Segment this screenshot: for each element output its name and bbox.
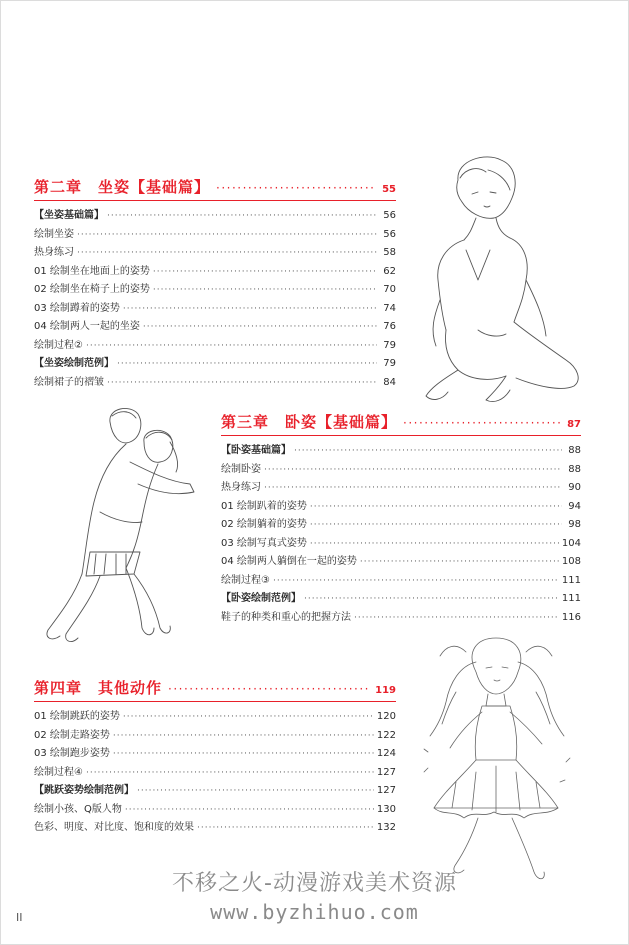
toc-item-label: 04 绘制两人一起的坐姿 [34,321,140,332]
leader-dots [113,731,374,741]
toc-item[interactable] [34,763,396,782]
chapter-4-heading[interactable] [34,677,396,698]
toc-item[interactable] [221,515,581,534]
leader-dots [304,594,559,604]
toc-item[interactable] [34,225,396,244]
chapter-3-toc [221,441,581,626]
toc-item-label: 热身练习 [34,247,74,258]
toc-item-page: 124 [376,748,396,759]
toc-item-page: 111 [561,574,581,586]
page-number: II [16,911,23,924]
toc-item-page: 74 [383,302,396,314]
toc-item-label: 热身练习 [221,482,261,493]
chapter-page: 119 [375,685,396,696]
toc-item[interactable] [221,534,581,553]
toc-item-page: 127 [376,766,396,778]
chapter-title: 坐姿【基础篇】 [98,178,211,196]
leader-dots [123,712,374,722]
toc-item[interactable] [221,608,581,627]
toc-item[interactable] [221,460,581,479]
chapter-4-toc [34,707,396,837]
leader-dots [86,768,374,778]
toc-item-label: 绘制坐姿 [34,228,74,240]
leader-dots [294,446,562,456]
toc-item-label: 【跳跃姿势绘制范例】 [34,785,134,796]
leader-dots [310,502,562,512]
leader-dots [360,557,559,567]
toc-item[interactable] [34,336,396,355]
toc-item[interactable] [221,478,581,497]
toc-item-page: 104 [561,537,581,549]
chapter-page: 55 [382,184,396,195]
toc-item-page: 132 [376,822,396,833]
toc-item-page: 76 [383,321,396,332]
toc-item-label: 鞋子的种类和重心的把握方法 [221,611,351,623]
chapter-number: 第二章 [34,178,83,196]
toc-item-label: 【坐姿基础篇】 [34,210,104,221]
chapter-divider [34,701,396,702]
toc-item-page: 111 [561,593,581,604]
toc-item[interactable] [34,262,396,281]
toc-item[interactable] [34,726,396,745]
toc-item-page: 90 [568,482,581,493]
toc-item-label: 02 绘制走路姿势 [34,729,110,741]
toc-item[interactable] [34,781,396,800]
leader-dots [113,749,374,759]
toc-item-page: 108 [561,556,581,567]
toc-item-label: 【卧姿基础篇】 [221,445,291,456]
chapter-number: 第三章 [221,413,270,431]
toc-item-page: 130 [376,803,396,815]
leader-dots [143,322,377,332]
toc-item[interactable] [221,552,581,571]
toc-item[interactable] [34,280,396,299]
toc-item-label: 01 绘制跳跃的姿势 [34,711,120,722]
leader-dots [197,823,374,833]
toc-item[interactable] [34,707,396,726]
toc-item-label: 04 绘制两人躺倒在一起的姿势 [221,556,357,567]
chapter-page: 87 [567,419,581,430]
leader-dots [354,613,559,623]
toc-item[interactable] [34,243,396,262]
chapter-2-toc [34,206,396,391]
toc-item-label: 绘制卧姿 [221,463,261,475]
toc-item[interactable] [34,800,396,819]
leader-dots [77,248,377,258]
leader-dots [117,359,377,369]
leader-dots [168,682,369,696]
toc-item-page: 84 [383,376,396,388]
jumping-figure-illustration [416,632,576,894]
leader-dots [310,539,559,549]
chapter-divider [34,200,396,201]
leader-dots [107,211,377,221]
toc-item-label: 03 绘制跑步姿势 [34,748,110,759]
chapter-divider [221,435,581,436]
leader-dots [403,416,561,430]
toc-item[interactable] [34,818,396,837]
toc-item[interactable] [34,744,396,763]
leader-dots [107,378,377,388]
toc-item-page: 88 [568,463,581,475]
toc-item-label: 【卧姿绘制范例】 [221,593,301,604]
toc-item-label: 01 绘制趴着的姿势 [221,500,307,512]
toc-item-label: 02 绘制坐在椅子上的姿势 [34,284,150,295]
chapter-number: 第四章 [34,679,83,697]
leader-dots [153,267,377,277]
toc-item-page: 116 [561,611,581,623]
toc-item-page: 122 [376,729,396,741]
toc-item-label: 绘制过程③ [221,574,270,586]
chapter-title: 其他动作 [98,679,163,697]
toc-item-page: 120 [376,711,396,722]
leader-dots [86,341,377,351]
leader-dots [264,465,562,475]
toc-item-page: 56 [383,210,396,221]
leader-dots [77,230,377,240]
toc-item[interactable] [34,206,396,225]
lying-couple-illustration [30,402,220,652]
toc-item[interactable] [221,497,581,516]
toc-item-label: 色彩、明度、对比度、饱和度的效果 [34,822,194,833]
toc-item-page: 79 [383,358,396,369]
leader-dots [153,285,377,295]
chapter-title: 卧姿【基础篇】 [285,413,398,431]
toc-item-label: 03 绘制蹲着的姿势 [34,302,120,314]
toc-item-label: 01 绘制坐在地面上的姿势 [34,265,150,277]
watermark-title: 不移之火-动漫游戏美术资源 [172,871,457,896]
toc-item-label: 绘制裙子的褶皱 [34,376,104,388]
toc-item-label: 02 绘制躺着的姿势 [221,519,307,530]
leader-dots [310,520,562,530]
toc-item[interactable] [221,589,581,608]
toc-item[interactable] [34,317,396,336]
toc-item-page: 79 [383,339,396,351]
leader-dots [123,304,377,314]
chapter-2-heading[interactable] [34,176,396,197]
toc-item-page: 70 [383,284,396,295]
toc-item-page: 98 [568,519,581,530]
toc-item-label: 03 绘制写真式姿势 [221,537,307,549]
toc-item-page: 127 [376,785,396,796]
toc-item-page: 94 [568,500,581,512]
toc-item-label: 绘制小孩、Q版人物 [34,803,122,815]
leader-dots [137,786,374,796]
toc-item-page: 62 [383,265,396,277]
sitting-figure-illustration [406,150,596,405]
toc-item-label: 【坐姿绘制范例】 [34,358,114,369]
toc-item-page: 88 [568,445,581,456]
leader-dots [216,181,376,195]
toc-item[interactable] [34,354,396,373]
toc-item[interactable] [221,441,581,460]
toc-item[interactable] [34,373,396,392]
toc-item-label: 绘制过程④ [34,766,83,778]
toc-item[interactable] [34,299,396,318]
leader-dots [273,576,559,586]
toc-item[interactable] [221,571,581,590]
toc-item-label: 绘制过程② [34,339,83,351]
leader-dots [264,483,562,493]
toc-item-page: 56 [383,228,396,240]
toc-item-page: 58 [383,247,396,258]
chapter-3-heading[interactable] [221,411,581,432]
watermark-url[interactable]: www.byzhihuo.com [210,900,419,924]
leader-dots [125,805,374,815]
